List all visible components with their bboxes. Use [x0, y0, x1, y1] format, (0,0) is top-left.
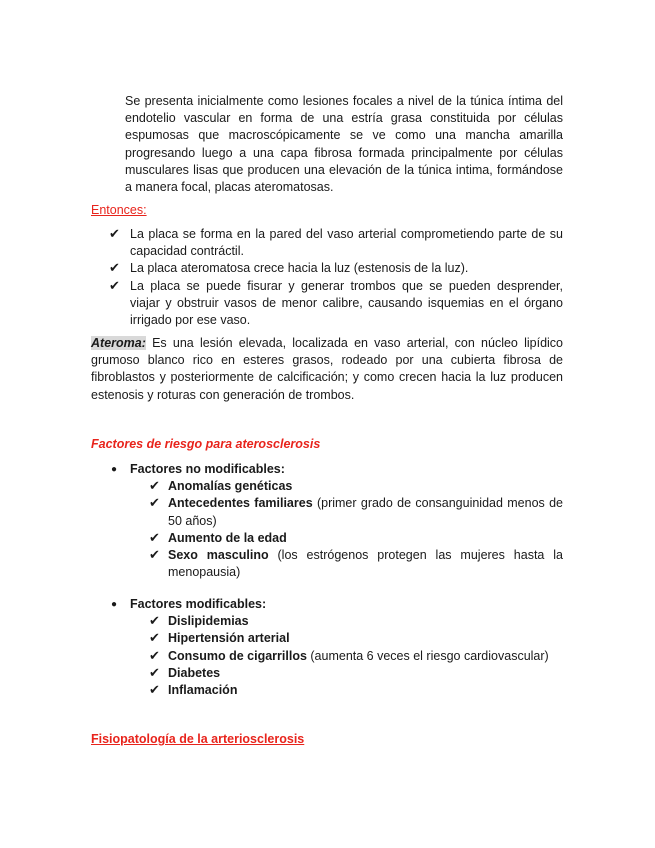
- list-item: [110, 613, 563, 630]
- list-item: [110, 630, 563, 647]
- list-item: [110, 495, 563, 529]
- list-item: [110, 648, 563, 665]
- factor-detail: (primer grado de consanguinidad menos de 50 años): [168, 496, 563, 528]
- factor-name: Aumento de la edad: [168, 530, 287, 545]
- factores-no-modificables-group: [110, 461, 563, 581]
- factores-no-modificables-list: [110, 478, 563, 581]
- list-item: [110, 530, 563, 547]
- ateroma-paragraph: [91, 335, 563, 404]
- factor-name: Consumo de cigarrillos: [168, 648, 307, 663]
- factor-name: Diabetes: [168, 665, 221, 680]
- factores-modificables-group: [110, 596, 563, 699]
- check-icon: ✔: [149, 665, 160, 681]
- heading-text: Factores modificables:: [130, 597, 267, 611]
- list-item: [91, 226, 563, 260]
- list-item: [110, 682, 563, 699]
- factor-name: Dislipidemias: [168, 614, 249, 629]
- entonces-heading: Entonces:: [91, 203, 147, 217]
- check-icon: ✔: [149, 479, 160, 495]
- list-item: [110, 547, 563, 581]
- factor-detail: (aumenta 6 veces el riesgo cardiovascular): [306, 648, 549, 663]
- check-icon: ✔: [149, 530, 160, 546]
- ateroma-term: Ateroma:: [91, 336, 146, 350]
- list-item-text: La placa se puede fisurar y generar trombos que se pueden desprender, viajar y obstruir vasos de menor calibre, causando isquemias en el órgano irrigado por ese vaso.: [130, 278, 563, 328]
- fisiopatologia-title: Fisiopatología de la arteriosclerosis: [91, 732, 305, 746]
- factor-name: Sexo masculino: [168, 548, 269, 563]
- check-icon: ✔: [149, 548, 160, 564]
- factor-detail: (los estrógenos protegen las mujeres hasta la menopausia): [168, 548, 563, 580]
- heading-text: Factores no modificables:: [130, 462, 285, 476]
- factor-name: Hipertensión arterial: [168, 631, 290, 646]
- check-icon: ✔: [149, 648, 160, 664]
- list-item-text: La placa ateromatosa crece hacia la luz (estenosis de la luz).: [130, 261, 469, 276]
- factor-name: Antecedentes familiares: [168, 496, 313, 511]
- factor-name: Anomalías genéticas: [168, 479, 293, 494]
- list-item: [110, 665, 563, 682]
- list-item: [110, 478, 563, 495]
- ateroma-definition: Es una lesión elevada, localizada en vaso arterial, con núcleo lipídico grumoso blanco rico en esteres grasos, rodeado por una cubierta fibrosa de fibroblastos y posteriormente de calcificación; y como crecen hacia la luz producen estenosis y roturas con generación de trombos.: [91, 336, 563, 402]
- list-item-text: La placa se forma en la pared del vaso arterial comprometiendo parte de su capacidad contráctil.: [130, 227, 563, 259]
- intro-paragraph: Se presenta inicialmente como lesiones focales a nivel de la túnica íntima del endotelio vascular en forma de una estría grasa constituida por células espumosas que macroscópicamente se ve como una mancha amarilla progresando luego a una capa fibrosa formada principalmente por células musculares lisas que producen una elevación de la túnica intima, formándose a manera focal, placas ateromatosas.: [125, 94, 563, 195]
- check-icon: ✔: [109, 261, 120, 277]
- check-icon: ✔: [149, 614, 160, 630]
- factores-modificables-list: [110, 613, 563, 699]
- factores-title: Factores de riesgo para aterosclerosis: [91, 437, 321, 451]
- list-item: [91, 260, 563, 277]
- bullet-icon: ●: [111, 599, 118, 610]
- check-icon: ✔: [109, 227, 120, 242]
- factores-modificables-heading: [110, 596, 563, 613]
- factor-name: Inflamación: [168, 683, 238, 698]
- list-item: [91, 278, 563, 330]
- check-icon: ✔: [149, 631, 160, 647]
- entonces-list: [91, 226, 563, 329]
- check-icon: ✔: [109, 278, 120, 294]
- check-icon: ✔: [149, 683, 160, 699]
- bullet-icon: ●: [111, 464, 118, 475]
- check-icon: ✔: [149, 496, 160, 512]
- factores-no-modificables-heading: [110, 461, 563, 478]
